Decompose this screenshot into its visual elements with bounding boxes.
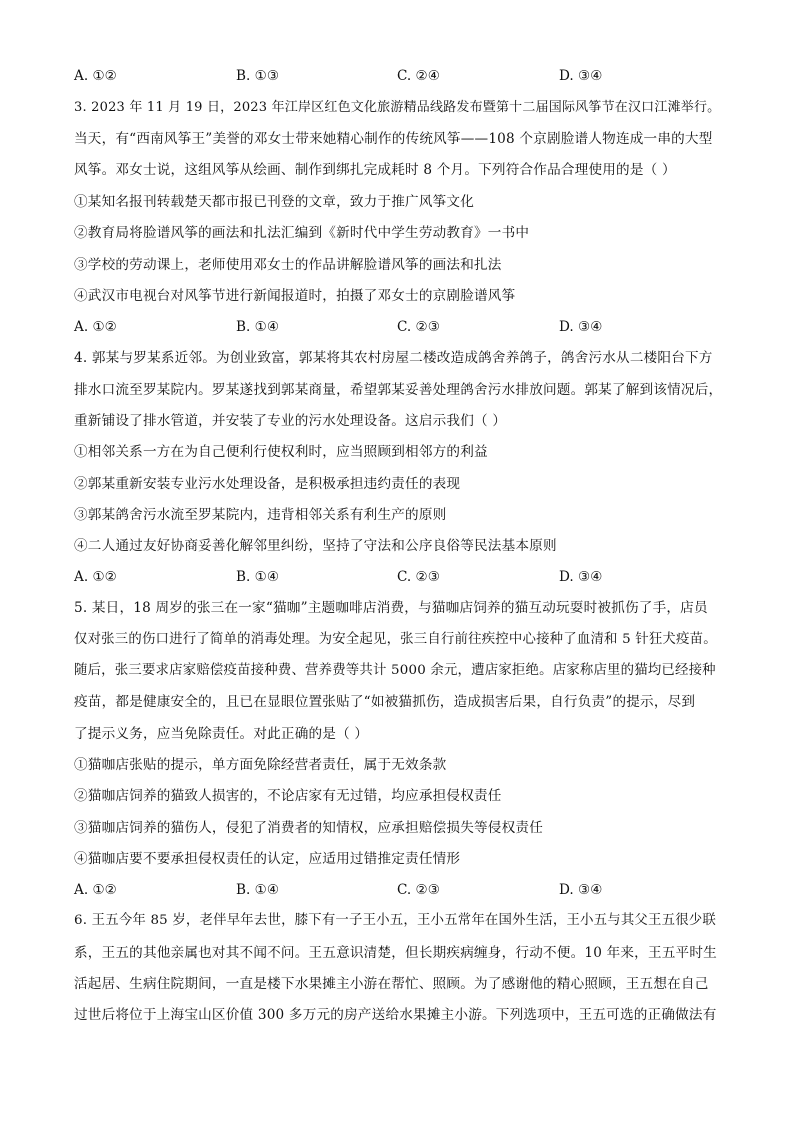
q2-option-c: C. ②④ (397, 68, 440, 84)
q4-options (74, 567, 724, 587)
q6-stem-line-1: 6. 王五今年 85 岁，老伴早年去世，膝下有一子王小五，王小五常年在国外生活，王小五与其父王五很少联 (74, 913, 716, 928)
q4-stem-line-1: 4. 郭某与罗某系近邻。为创业致富，郭某将其农村房屋二楼改造成鸽舍养鸽子，鸽舍污水从二楼阳台下方 (74, 350, 713, 366)
q2-option-a: A. ①② (74, 68, 117, 84)
q2-option-d: D. ③④ (559, 68, 603, 84)
q4-stem-line-2: 排水口流至罗某院内。罗某遂找到郭某商量，希望郭某妥善处理鸽舍污水排放问题。郭某了解到该情况后， (74, 382, 723, 398)
q3-option-c: C. ②③ (397, 319, 440, 335)
q5-options (74, 880, 724, 900)
q5-statement-4: ④猫咖店要不要承担侵权责任的认定，应适用过错推定责任情形 (74, 851, 461, 867)
q4-option-b: B. ①④ (236, 569, 280, 585)
q4-stem-line-3: 重新铺设了排水管道，并安装了专业的污水处理设备。这启示我们（ ） (74, 413, 507, 429)
q5-statement-1: ①猫咖店张贴的提示，单方面免除经营者责任，属于无效条款 (74, 757, 447, 773)
q5-stem-line-4: 疫苗，都是健康安全的，且已在显眼位置张贴了“如被猫抓伤，造成损害后果，自行负责”的提示，尽到 (74, 694, 696, 710)
q3-stem-line-1: 3. 2023 年 11 月 19 日，2023 年江岸区红色文化旅游精品线路发布暨第十二届国际风筝节在汉口江滩举行。 (74, 100, 721, 115)
q4-statement-2: ②郭某重新安装专业污水处理设备，是积极承担违约责任的表现 (74, 476, 461, 492)
q3-stem-line-2: 当天，有“西南风筝王”美誉的邓女士带来她精心制作的传统风筝——108 个京剧脸谱人物连成一串的大型 (74, 131, 713, 147)
q5-stem-line-3: 随后，张三要求店家赔偿疫苗接种费、营养费等共计 5000 余元，遭店家拒绝。店家称店里的猫均已经接种 (74, 663, 716, 678)
q3-statement-4: ④武汉市电视台对风筝节进行新闻报道时，拍摄了邓女士的京剧脸谱风筝 (74, 288, 516, 304)
q5-option-b: B. ①④ (236, 882, 280, 898)
q3-statement-1: ①某知名报刊转载楚天都市报已刊登的文章，致力于推广风筝文化 (74, 194, 475, 210)
q4-statement-1: ①相邻关系一方在为自己便利行使权利时，应当照顾到相邻方的利益 (74, 444, 488, 460)
q5-option-c: C. ②③ (397, 882, 440, 898)
q3-statement-2: ②教育局将脸谱风筝的画法和扎法汇编到《新时代中学生劳动教育》一书中 (74, 225, 530, 241)
q3-statement-3: ③学校的劳动课上，老师使用邓女士的作品讲解脸谱风筝的画法和扎法 (74, 257, 502, 273)
q4-option-d: D. ③④ (559, 569, 603, 585)
q6-stem-line-2: 系，王五的其他亲属也对其不闻不问。王五意识清楚，但长期疾病缠身，行动不便。10 年来，王五平时生 (74, 945, 717, 961)
q2-option-b: B. ①③ (236, 68, 280, 84)
q3-option-d: D. ③④ (559, 319, 603, 335)
q3-stem-line-3: 风筝。邓女士说，这组风筝从绘画、制作到绑扎完成耗时 8 个月。下列符合作品合理使用的是（ ） (74, 162, 676, 178)
q4-statement-3: ③郭某鸽舍污水流至罗某院内，违背相邻关系有利生产的原则 (74, 507, 447, 523)
q5-statement-3: ③猫咖店饲养的猫伤人，侵犯了消费者的知情权，应承担赔偿损失等侵权责任 (74, 820, 543, 836)
q4-option-a: A. ①② (74, 569, 117, 585)
q5-option-a: A. ①② (74, 882, 117, 898)
q3-options (74, 317, 724, 337)
q5-stem-line-5: 了提示义务，应当免除责任。对此正确的是（ ） (74, 726, 369, 742)
q2-options (74, 66, 724, 86)
q4-statement-4: ④二人通过友好协商妥善化解邻里纠纷，坚持了守法和公序良俗等民法基本原则 (74, 538, 557, 554)
q4-option-c: C. ②③ (397, 569, 440, 585)
q5-stem-line-2: 仅对张三的伤口进行了简单的消毒处理。为安全起见，张三自行前往疾控中心接种了血清和 5 针狂犬疫苗。 (74, 632, 717, 647)
q3-option-b: B. ①④ (236, 319, 280, 335)
q6-stem-line-3: 活起居、生病住院期间，一直是楼下水果摊主小游在帮忙、照顾。为了感谢他的精心照顾，王五想在自己 (74, 976, 709, 992)
q5-option-d: D. ③④ (559, 882, 603, 898)
q5-stem-line-1: 5. 某日，18 周岁的张三在一家“猫咖”主题咖啡店消费，与猫咖店饲养的猫互动玩耍时被抓伤了手，店员 (74, 600, 708, 616)
q3-option-a: A. ①② (74, 319, 117, 335)
q6-stem-line-4: 过世后将位于上海宝山区价值 300 多万元的房产送给水果摊主小游。下列选项中，王五可选的正确做法有 (74, 1007, 717, 1023)
q5-statement-2: ②猫咖店饲养的猫致人损害的，不论店家有无过错，均应承担侵权责任 (74, 788, 502, 804)
